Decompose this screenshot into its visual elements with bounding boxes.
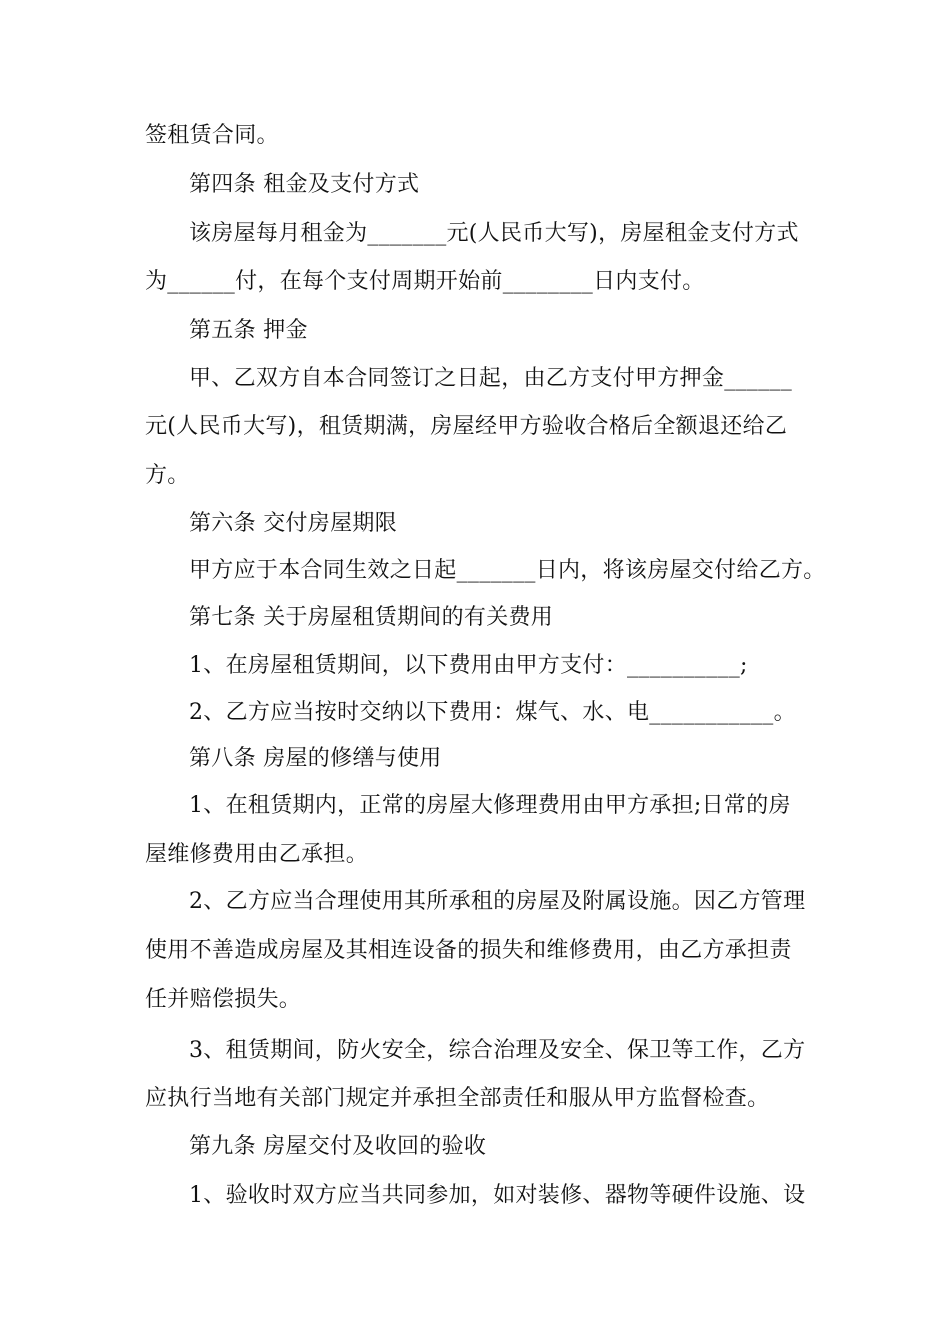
article-heading: 第四条 租金及支付方式: [189, 172, 420, 197]
article-heading: 第九条 房屋交付及收回的验收: [189, 1134, 487, 1159]
text-line: 该房屋每月租金为_______元(人民币大写)，房屋租金支付方式: [189, 221, 799, 246]
text-line: 应执行当地有关部门规定并承担全部责任和服从甲方监督检查。: [145, 1086, 770, 1111]
text-line: 3、租赁期间，防火安全，综合治理及安全、保卫等工作，乙方: [189, 1038, 806, 1063]
text-line: 甲方应于本合同生效之日起_______日内，将该房屋交付给乙方。: [189, 558, 826, 583]
article-heading: 第八条 房屋的修缮与使用: [189, 746, 442, 771]
text-line: 2、乙方应当合理使用其所承租的房屋及附属设施。因乙方管理: [189, 889, 806, 914]
text-line: 任并赔偿损失。: [145, 987, 302, 1012]
article-heading: 第六条 交付房屋期限: [189, 511, 397, 536]
article-heading: 第五条 押金: [189, 318, 308, 343]
text-line: 方。: [145, 463, 190, 488]
text-line: 使用不善造成房屋及其相连设备的损失和维修费用，由乙方承担责: [145, 938, 792, 963]
text-line: 1、在租赁期内，正常的房屋大修理费用由甲方承担;日常的房: [189, 793, 791, 818]
text-line: 签租赁合同。: [145, 123, 279, 148]
text-line: 元(人民币大写)，租赁期满，房屋经甲方验收合格后全额退还给乙: [145, 414, 788, 439]
text-line: 1、在房屋租赁期间，以下费用由甲方支付：__________;: [189, 653, 748, 678]
article-heading: 第七条 关于房屋租赁期间的有关费用: [189, 605, 554, 630]
text-line: 为______付，在每个支付周期开始前________日内支付。: [145, 269, 705, 294]
text-line: 2、乙方应当按时交纳以下费用：煤气、水、电___________。: [189, 700, 796, 725]
text-line: 屋维修费用由乙承担。: [145, 842, 369, 867]
text-line: 甲、乙双方自本合同签订之日起，由乙方支付甲方押金______: [189, 366, 793, 391]
text-line: 1、验收时双方应当共同参加，如对装修、器物等硬件设施、设: [189, 1183, 806, 1208]
